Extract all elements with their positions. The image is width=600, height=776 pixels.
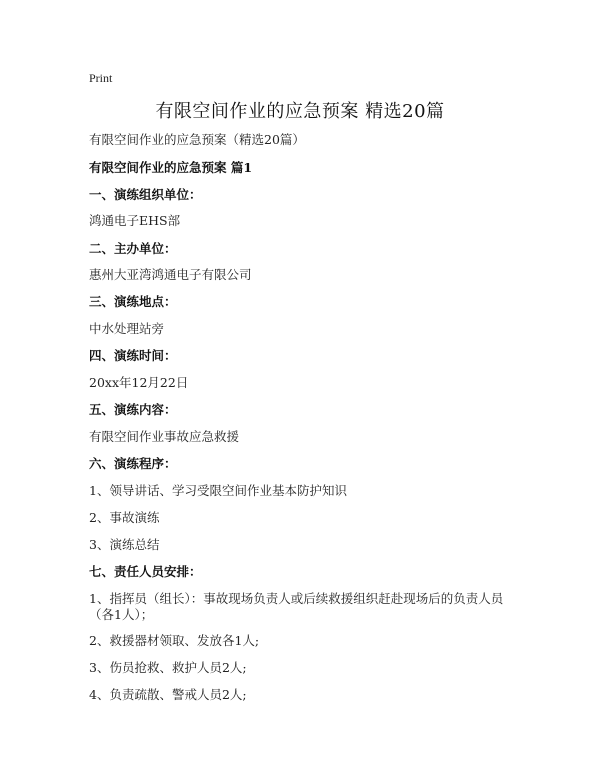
item-text: 2、事故演练 [89,510,160,525]
item-heading: 六、演练程序： [89,456,177,471]
item-text: 1、指挥员（组长）：事故现场负责人或后续救援组织赶赴现场后的负责人员（各1人）； [89,591,504,622]
item-heading: 七、责任人员安排： [89,564,202,579]
item-text: 有限空间作业事故应急救援 [89,429,240,444]
document-title: 有限空间作业的应急预案 精选20篇 [155,101,445,122]
item-text: 惠州大亚湾鸿通电子有限公司 [89,267,252,282]
item-heading: 三、演练地点： [89,294,177,309]
item-heading: 五、演练内容： [89,402,177,417]
item-text: 中水处理站旁 [89,321,165,336]
item-text: 鸿通电子EHS部 [89,213,181,228]
item-heading: 四、演练时间： [89,348,177,363]
subtitle-paragraph: 有限空间作业的应急预案（精选20篇） [89,132,305,147]
item-text: 1、领导讲话、学习受限空间作业基本防护知识 [89,483,347,498]
print-label: Print [89,71,113,85]
item-text: 20xx年12月22日 [89,375,189,390]
item-text: 4、负责疏散、警戒人员2人; [89,687,247,702]
section-heading: 有限空间作业的应急预案 篇1 [89,160,253,175]
item-heading: 一、演练组织单位： [89,187,202,202]
item-text: 2、救援器材领取、发放各1人; [89,633,260,648]
item-text: 3、伤员抢救、救护人员2人; [89,660,247,675]
item-text: 3、演练总结 [89,537,160,552]
item-heading: 二、主办单位： [89,241,177,256]
